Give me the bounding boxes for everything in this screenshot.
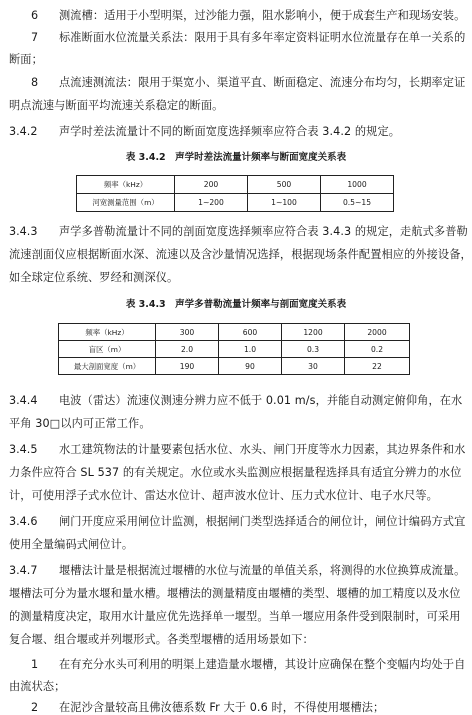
table-cell: 1.0 xyxy=(219,341,282,358)
table-cell: 1000 xyxy=(321,176,394,194)
table-cell: 2.0 xyxy=(156,341,219,358)
table-row xyxy=(77,194,394,212)
section-text-cont: 堰槽法可分为量水堰和量水槽。堰槽法的测量精度由堰槽的类型、堰槽的加工精度以及水位 xyxy=(9,587,461,600)
frequency-profile-table xyxy=(58,323,410,375)
item-number: 8 xyxy=(31,76,39,89)
section-number: 3.4.7 xyxy=(9,564,38,577)
table-cell: 22 xyxy=(345,358,410,375)
table-cell: 0.5~15 xyxy=(321,194,394,212)
item-number: 2 xyxy=(31,701,39,714)
table-cell: 190 xyxy=(156,358,219,375)
table-cell: 2000 xyxy=(345,324,410,341)
section-text-cont: 力条件应符合 SL 537 的有关规定。水位或水头监测应根据量程选择具有适宜分辨力的水位 xyxy=(9,466,462,479)
section-text: 堰槽法计量是根据流过堰槽的水位与流量的单值关系，将测得的水位换算成流量。 xyxy=(59,564,466,577)
table-cell: 最大剖面宽度（m） xyxy=(59,358,156,375)
table-cell: 30 xyxy=(282,358,345,375)
section-number: 3.4.3 xyxy=(9,225,38,238)
table-cell: 河宽测量范围（m） xyxy=(77,194,175,212)
section-text: 水工建筑物法的计量要素包括水位、水头、闸门开度等水力因素，其边界条件和水 xyxy=(59,443,466,456)
table-cell: 90 xyxy=(219,358,282,375)
item-text-cont: 由流状态； xyxy=(9,680,66,693)
table-cell: 1200 xyxy=(282,324,345,341)
table-cell: 200 xyxy=(175,176,248,194)
frequency-width-table xyxy=(76,175,394,212)
table-row xyxy=(59,358,410,375)
item-text: 点流速测流法：限用于渠宽小、渠道平直、断面稳定、流速分布均匀，长期率定证 xyxy=(59,76,466,89)
table-cell: 1~200 xyxy=(175,194,248,212)
item-text: 在泥沙含量较高且佛汝德系数 Fr 大于 0.6 时，不得使用堰槽法； xyxy=(59,701,385,714)
section-text-cont: 的测量精度决定，取用水计量应优先选择单一堰型。当单一堰应用条件受到限制时，可采用 xyxy=(9,610,461,623)
item-text: 测流槽：适用于小型明渠，过沙能力强，阻水影响小，便于成套生产和现场安装。 xyxy=(59,9,466,22)
section-text-cont: 流速剖面仪应根据断面水深、流速以及含沙量情况选择，根据现场条件配置相应的外接设备， xyxy=(9,248,472,261)
section-text-cont: 使用全量编码式闸位计。 xyxy=(9,538,134,551)
section-number: 3.4.5 xyxy=(9,443,38,456)
section-number: 3.4.4 xyxy=(9,394,38,407)
section-number: 3.4.6 xyxy=(9,515,38,528)
table-cell: 频率（kHz） xyxy=(77,176,175,194)
table-caption: 表 3.4.3 声学多普勒流量计频率与剖面宽度关系表 xyxy=(125,299,347,310)
item-text: 在有充分水头可利用的明渠上建造量水堰槽，其设计应确保在整个变幅内均处于自 xyxy=(59,658,466,671)
section-text: 声学多普勒流量计不同的剖面宽度选择频率应符合表 3.4.3 的规定，走航式多普勒 xyxy=(59,225,468,238)
section-text-cont: 复合堰、组合堰或并列堰形式。各类型堰槽的适用场景如下： xyxy=(9,633,314,646)
table-caption: 表 3.4.2 声学时差法流量计频率与断面宽度关系表 xyxy=(125,152,347,163)
table-cell: 0.3 xyxy=(282,341,345,358)
table-row xyxy=(77,176,394,194)
item-number: 1 xyxy=(31,658,39,671)
table-cell: 盲区（m） xyxy=(59,341,156,358)
section-text-cont: 平角 30□以内可正常工作。 xyxy=(9,417,151,430)
table-cell: 600 xyxy=(219,324,282,341)
table-cell: 0.2 xyxy=(345,341,410,358)
item-text: 标准断面水位流量关系法：限用于具有多年率定资料证明水位流量存在单一关系的 xyxy=(59,31,466,44)
table-cell: 500 xyxy=(248,176,321,194)
section-text: 电波（雷达）流速仪测速分辨力应不低于 0.01 m/s，并能自动测定俯仰角，在水 xyxy=(59,394,463,407)
item-number: 6 xyxy=(31,9,39,22)
section-text-cont: 如全球定位系统、罗经和测深仪。 xyxy=(9,271,179,284)
table-cell: 1~100 xyxy=(248,194,321,212)
item-number: 7 xyxy=(31,31,39,44)
section-text: 闸门开度应采用闸位计监测，根据闸门类型选择适合的闸位计，闸位计编码方式宜 xyxy=(59,515,466,528)
item-text-cont: 断面； xyxy=(9,53,43,66)
section-text-cont: 计，可使用浮子式水位计、雷达水位计、超声波水位计、压力式水位计、电子水尺等。 xyxy=(9,489,438,502)
table-cell: 频率（kHz） xyxy=(59,324,156,341)
section-text: 声学时差法流量计不同的断面宽度选择频率应符合表 3.4.2 的规定。 xyxy=(59,125,401,138)
table-row xyxy=(59,341,410,358)
table-cell: 300 xyxy=(156,324,219,341)
table-row xyxy=(59,324,410,341)
item-text-cont: 明点流速与断面平均流速关系稳定的断面。 xyxy=(9,99,224,112)
section-number: 3.4.2 xyxy=(9,125,38,138)
